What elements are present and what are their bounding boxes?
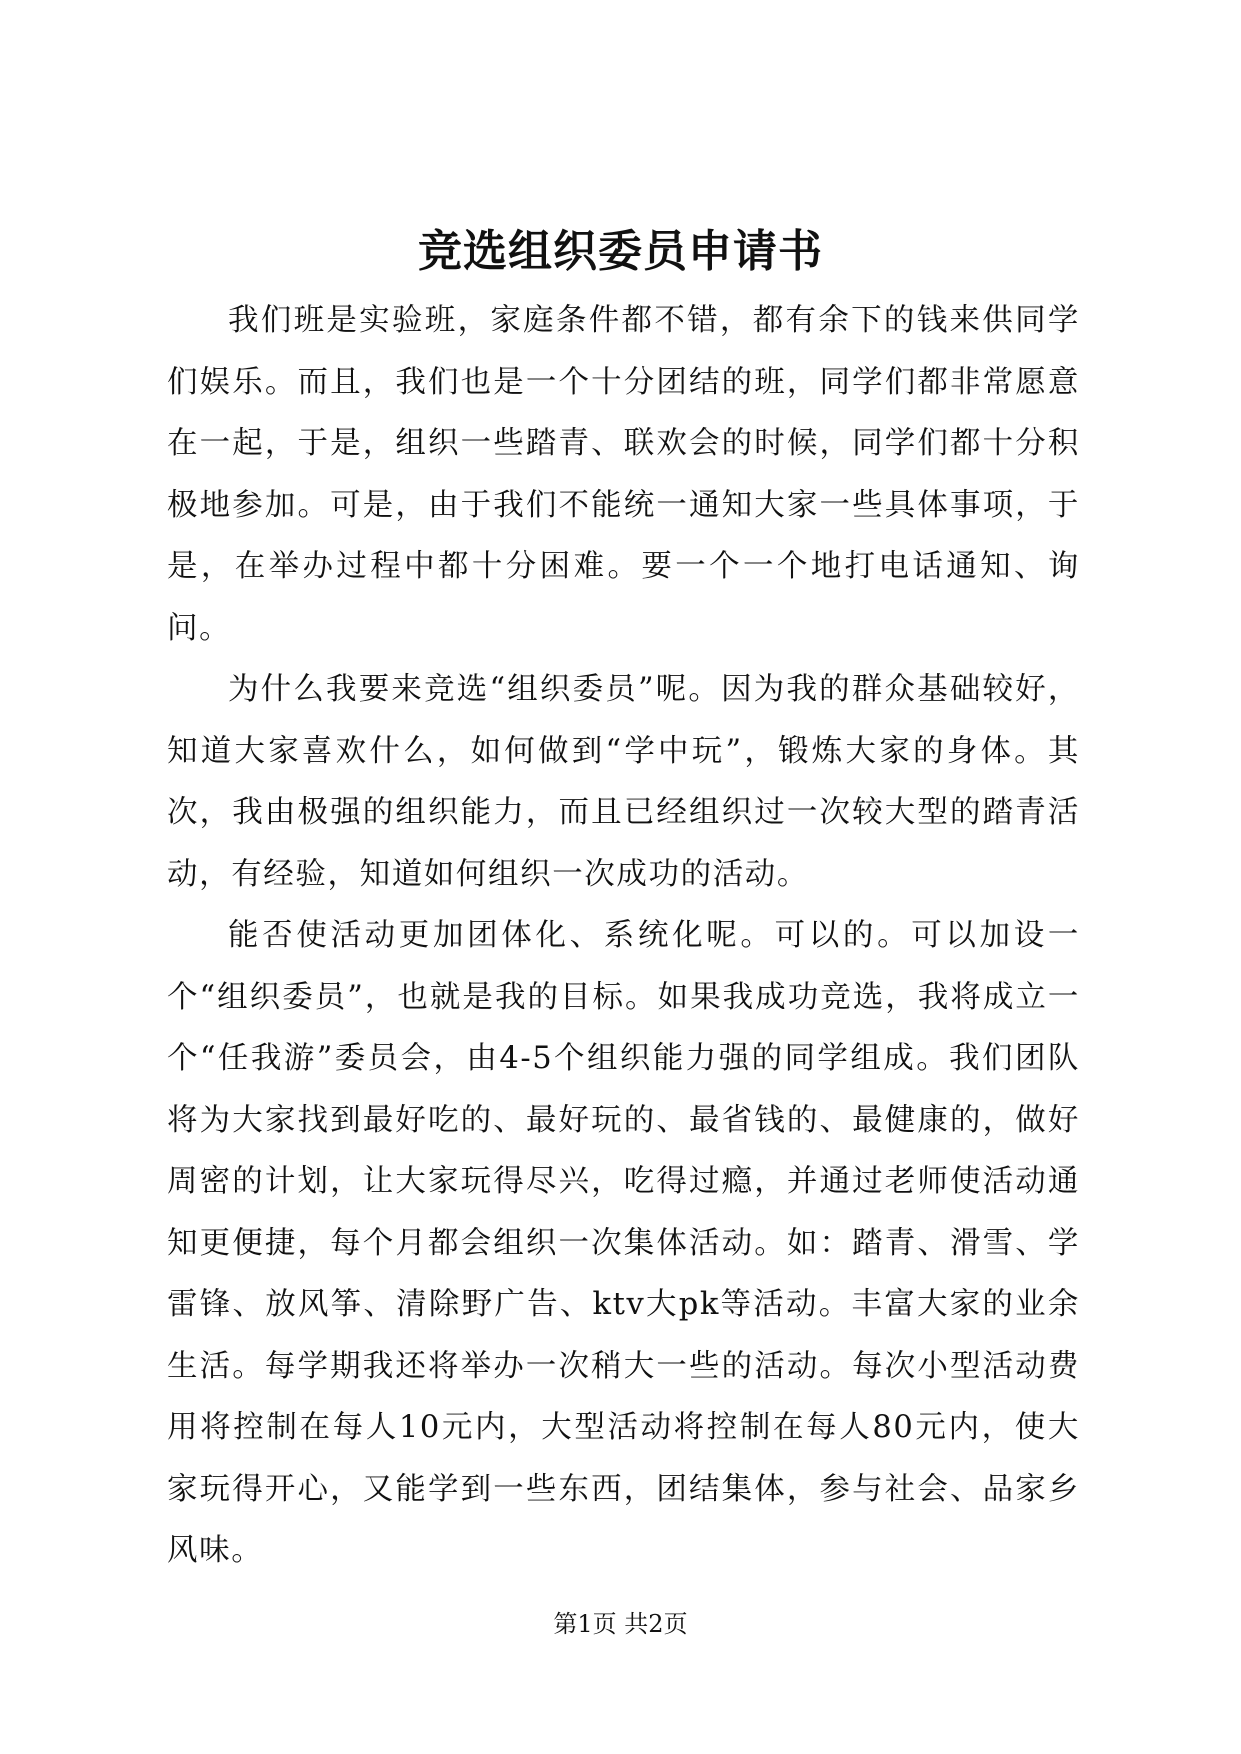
paragraph-2: 为什么我要来竞选“组织委员”呢。因为我的群众基础较好，知道大家喜欢什么，如何做到“学中玩”，锻炼大家的身体。其次，我由极强的组织能力，而且已经组织过一次较大型的踏青活动，有经验，知道如何组织一次成功的活动。 bbox=[167, 672, 1080, 892]
paragraph-3: 能否使活动更加团体化、系统化呢。可以的。可以加设一个“组织委员”，也就是我的目标。如果我成功竞选，我将成立一个“任我游”委员会，由4-5个组织能力强的同学组成。我们团队将为大家找到最好吃的、最好玩的、最省钱的、最健康的，做好周密的计划，让大家玩得尽兴，吃得过瘾，并通过老师使活动通知更便捷，每个月都会组织一次集体活动。如：踏青、滑雪、学雷锋、放风筝、清除野广告、ktv大pk等活动。丰富大家的业余生活。每学期我还将举办一次稍大一些的活动。每次小型活动费用将控制在每人10元内，大型活动将控制在每人80元内，使大家玩得开心，又能学到一些东西，团结集体，参与社会、品家乡风味。 bbox=[167, 918, 1080, 1568]
paragraph-1: 我们班是实验班，家庭条件都不错，都有余下的钱来供同学们娱乐。而且，我们也是一个十分团结的班，同学们都非常愿意在一起，于是，组织一些踏青、联欢会的时候，同学们都十分积极地参加。可是，由于我们不能统一通知大家一些具体事项，于是，在举办过程中都十分困难。要一个一个地打电话通知、询问。 bbox=[167, 303, 1080, 646]
page-title: 竞选组织委员申请书 bbox=[418, 226, 823, 277]
page-footer: 第1页 共2页 bbox=[553, 1610, 688, 1638]
document-body bbox=[167, 290, 1080, 1582]
